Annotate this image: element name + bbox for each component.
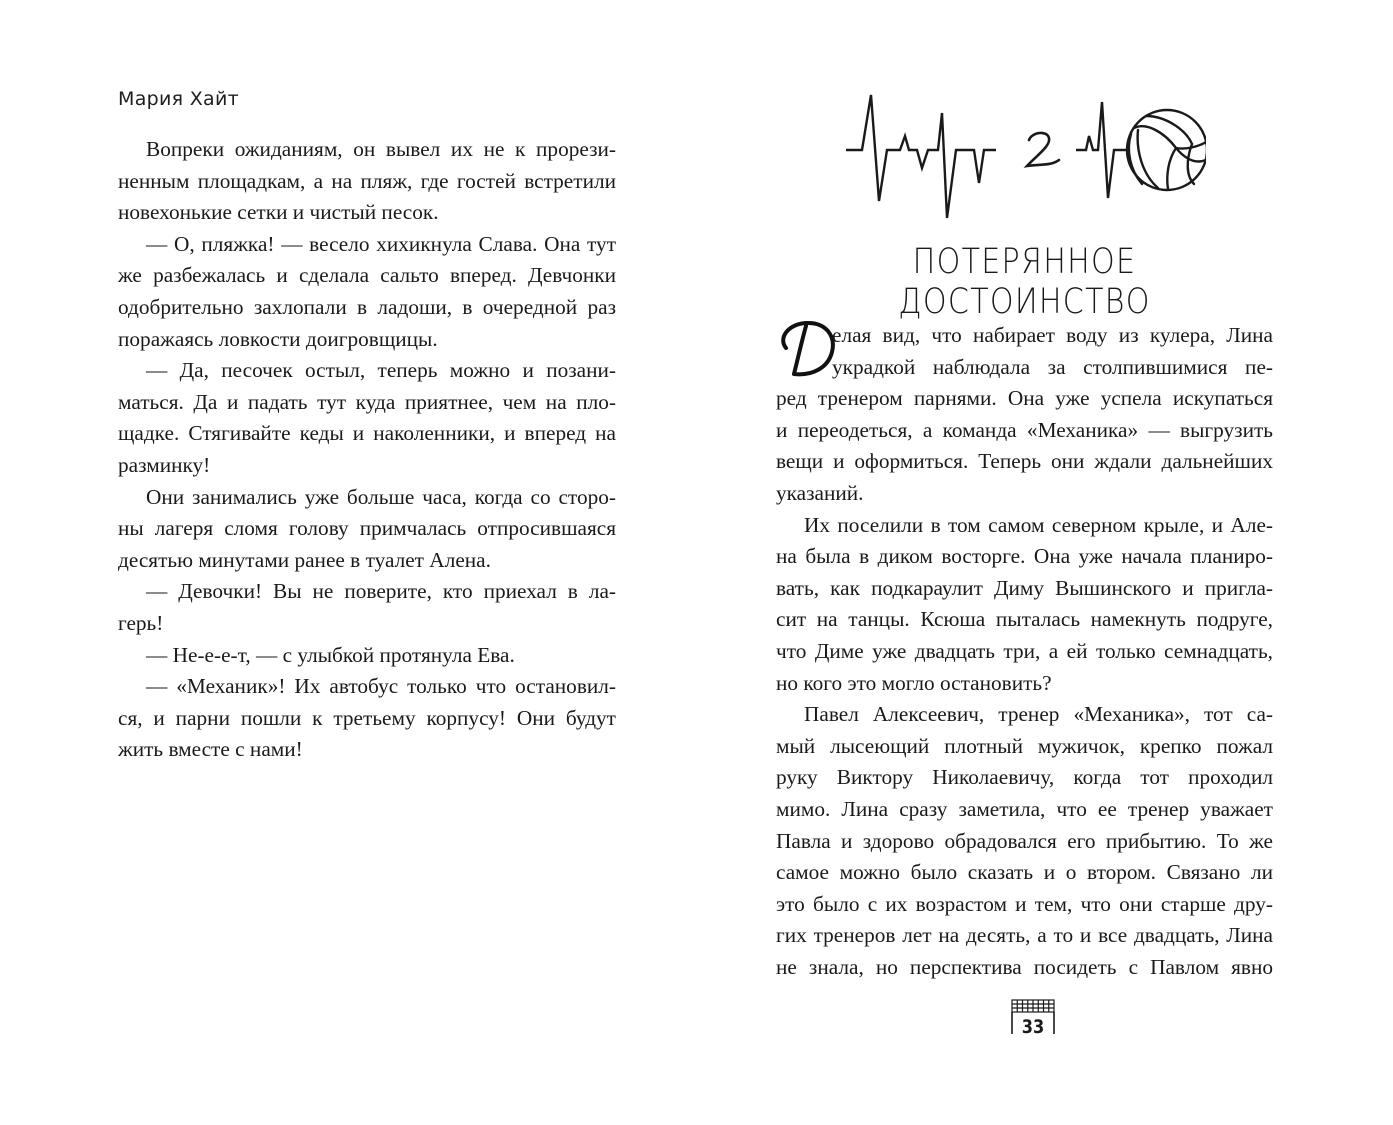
text-line: Павла и здорово обрадовался его прибытию. То же bbox=[776, 828, 1273, 853]
right-page-body bbox=[776, 320, 1273, 983]
left-page bbox=[0, 0, 696, 1125]
text-line: самое можно было сказать и о втором. Связано ли bbox=[776, 860, 1273, 885]
chapter-title: ПОТЕРЯННОЕ ДОСТОИНСТВО bbox=[898, 242, 1151, 322]
running-head-author: Мария Хайт bbox=[118, 88, 239, 110]
text-line: вать, как подкараулит Диму Вышинского и пригла- bbox=[776, 575, 1273, 600]
text-line: и переодеться, а команда «Механика» — выгрузить bbox=[776, 417, 1273, 442]
volleyball-icon bbox=[1127, 110, 1206, 190]
text-line: ненным площадкам, а на пляж, где гостей встретили bbox=[118, 168, 616, 193]
text-line: мый лысеющий плотный мужичок, крепко пожал bbox=[776, 733, 1273, 758]
paragraph bbox=[118, 576, 616, 639]
text-line: поражаясь ловкости доигровщицы. bbox=[118, 326, 438, 351]
text-line: сит на танцы. Ксюша пыталась намекнуть подруге, bbox=[776, 607, 1273, 632]
text-line: Вопреки ожиданиям, он вывел их не к прорези- bbox=[146, 137, 616, 161]
text-line: вещи и оформиться. Теперь они ждали дальнейших bbox=[776, 449, 1273, 474]
text-line: это было с их возрастом и тем, что они старше дру- bbox=[776, 891, 1273, 916]
text-line: гих тренеров лет на десять, а то и все двадцать, Лина bbox=[776, 923, 1273, 948]
paragraph bbox=[118, 134, 616, 229]
text-line: не знала, но перспектива посидеть с Павлом явно bbox=[776, 954, 1273, 979]
text-line: новехонькие сетки и чистый песок. bbox=[118, 200, 439, 225]
text-line: десятью минутами ранее в туалет Алена. bbox=[118, 547, 491, 572]
text-line: на была в диком восторге. Она уже начала планиро- bbox=[776, 544, 1273, 569]
text-line: указаний. bbox=[776, 480, 864, 505]
heartbeat-line-icon bbox=[846, 95, 996, 218]
text-line: ся, и парни пошли к третьему корпусу! Они будут bbox=[118, 705, 616, 730]
text-line: руку Виктору Николаевичу, когда тот проходил bbox=[776, 765, 1273, 790]
paragraph bbox=[776, 510, 1273, 700]
heartbeat-line-icon bbox=[1076, 102, 1130, 198]
text-line: Они занимались уже больше часа, когда со сторо- bbox=[146, 484, 616, 509]
text-line: щадке. Стягивайте кеды и наколенники, и вперед на bbox=[118, 421, 616, 446]
text-line: — Девочки! Вы не поверите, кто приехал в ла- bbox=[146, 579, 616, 604]
text-line: — О, пляжка! — весело хихикнула Слава. Она тут bbox=[146, 231, 616, 256]
paragraph bbox=[118, 482, 616, 577]
paragraph bbox=[118, 355, 616, 481]
left-page-body bbox=[118, 134, 616, 766]
chapter-number bbox=[1027, 133, 1059, 166]
paragraph bbox=[776, 320, 1273, 510]
chapter-ornament bbox=[846, 88, 1206, 223]
text-line: — Да, песочек остыл, теперь можно и позани- bbox=[146, 358, 616, 383]
text-line: ны лагеря сломя голову примчалась отпросившаяся bbox=[118, 516, 616, 541]
text-line: жить вместе с нами! bbox=[118, 737, 303, 762]
text-line: Павел Алексеевич, тренер «Механика», тот са- bbox=[804, 702, 1273, 727]
page-number: 33 bbox=[1021, 1016, 1045, 1038]
text-line: герь! bbox=[118, 610, 164, 635]
paragraph bbox=[776, 699, 1273, 983]
text-line: елая вид, что набирает воду из кулера, Лина bbox=[832, 323, 1273, 347]
text-line: — «Механик»! Их автобус только что остановил- bbox=[146, 674, 616, 699]
text-line: одобрительно захлопали в ладоши, в очередной раз bbox=[118, 294, 616, 319]
text-line: маться. Да и падать тут куда приятнее, чем на пло- bbox=[118, 389, 616, 414]
text-line: что Диме уже двадцать три, а ей только семнадцать, bbox=[776, 638, 1273, 663]
page-number-block bbox=[1009, 996, 1057, 1050]
text-line: ред тренером парнями. Она уже успела искупаться bbox=[776, 386, 1273, 411]
text-line: Их поселили в том самом северном крыле, и Але- bbox=[804, 512, 1273, 537]
text-line: — Не-е-е-т, — с улыбкой протянула Ева. bbox=[146, 642, 515, 667]
paragraph bbox=[118, 229, 616, 355]
text-line: мимо. Лина сразу заметила, что ее тренер уважает bbox=[776, 796, 1273, 821]
text-line: но кого это могло остановить? bbox=[776, 670, 1052, 695]
text-line: же разбежалась и сделала сальто вперед. Девчонки bbox=[118, 263, 616, 288]
paragraph bbox=[118, 640, 616, 672]
text-line: разминку! bbox=[118, 452, 211, 477]
text-line: украдкой наблюдала за столпившимися пе- bbox=[832, 354, 1273, 379]
paragraph bbox=[118, 671, 616, 766]
right-page bbox=[696, 0, 1393, 1125]
